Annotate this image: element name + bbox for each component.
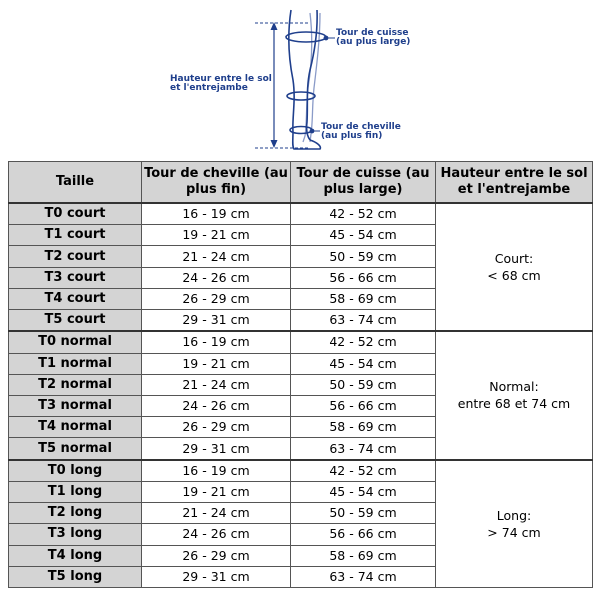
thigh-cell: 45 - 54 cm: [291, 353, 436, 374]
ankle-cell: 19 - 21 cm: [142, 353, 291, 374]
height-label-line-1: Hauteur entre le sol: [170, 74, 272, 84]
size-cell: T4 court: [9, 288, 142, 309]
thigh-cell: 50 - 59 cm: [291, 503, 436, 524]
thigh-cell: 63 - 74 cm: [291, 310, 436, 332]
size-cell: T3 normal: [9, 395, 142, 416]
ankle-label-line-2: (au plus fin): [321, 131, 383, 141]
size-cell: T2 court: [9, 246, 142, 267]
size-cell: T3 long: [9, 524, 142, 545]
ankle-cell: 24 - 26 cm: [142, 395, 291, 416]
ankle-cell: 19 - 21 cm: [142, 481, 291, 502]
height-long-line-2: > 74 cm: [487, 524, 541, 540]
thigh-cell: 50 - 59 cm: [291, 246, 436, 267]
size-cell: T1 long: [9, 481, 142, 502]
height-cell-long: [436, 460, 593, 588]
thigh-cell: 63 - 74 cm: [291, 438, 436, 460]
ankle-label-line-1: Tour de cheville: [321, 122, 401, 132]
measurement-diagram: [160, 8, 440, 158]
table-header-row: [9, 162, 593, 204]
size-cell: T1 normal: [9, 353, 142, 374]
ankle-cell: 19 - 21 cm: [142, 225, 291, 246]
thigh-label-line-1: Tour de cuisse: [336, 28, 409, 38]
size-cell: T4 normal: [9, 417, 142, 438]
thigh-cell: 45 - 54 cm: [291, 225, 436, 246]
ankle-cell: 26 - 29 cm: [142, 417, 291, 438]
ankle-cell: 26 - 29 cm: [142, 545, 291, 566]
ankle-circumference-label: [321, 123, 401, 141]
size-chart-table: [8, 161, 593, 588]
height-court-line-1: Court:: [494, 251, 534, 267]
ankle-cell: 21 - 24 cm: [142, 246, 291, 267]
size-cell: T0 court: [9, 203, 142, 225]
inseam-height-label: [170, 75, 272, 93]
size-cell: T4 long: [9, 545, 142, 566]
height-cell-normal: [436, 331, 593, 459]
ankle-cell: 21 - 24 cm: [142, 503, 291, 524]
ankle-cell: 29 - 31 cm: [142, 310, 291, 332]
ankle-cell: 29 - 31 cm: [142, 438, 291, 460]
size-cell: T5 court: [9, 310, 142, 332]
ankle-cell: 16 - 19 cm: [142, 203, 291, 225]
size-cell: T2 long: [9, 503, 142, 524]
height-court-line-2: < 68 cm: [487, 268, 541, 284]
table-row: [9, 460, 593, 482]
header-size: Taille: [9, 162, 142, 204]
table-row: [9, 331, 593, 353]
ankle-cell: 16 - 19 cm: [142, 460, 291, 482]
size-cell: T0 normal: [9, 331, 142, 353]
thigh-circumference-label: [336, 29, 410, 47]
height-normal-line-2: entre 68 et 74 cm: [457, 396, 571, 412]
height-label-line-2: et l'entrejambe: [170, 83, 248, 93]
thigh-cell: 56 - 66 cm: [291, 267, 436, 288]
header-ankle-circumference: Tour de cheville (au plus fin): [142, 162, 291, 204]
size-cell: T2 normal: [9, 374, 142, 395]
thigh-cell: 56 - 66 cm: [291, 395, 436, 416]
table-row: [9, 203, 593, 225]
height-cell-court: [436, 203, 593, 331]
header-inseam-height: Hauteur entre le sol et l'entrejambe: [436, 162, 593, 204]
ankle-cell: 26 - 29 cm: [142, 288, 291, 309]
size-cell: T1 court: [9, 225, 142, 246]
thigh-cell: 42 - 52 cm: [291, 203, 436, 225]
ankle-cell: 21 - 24 cm: [142, 374, 291, 395]
thigh-cell: 58 - 69 cm: [291, 545, 436, 566]
thigh-cell: 58 - 69 cm: [291, 288, 436, 309]
ankle-cell: 29 - 31 cm: [142, 566, 291, 587]
ankle-cell: 16 - 19 cm: [142, 331, 291, 353]
thigh-cell: 50 - 59 cm: [291, 374, 436, 395]
thigh-cell: 56 - 66 cm: [291, 524, 436, 545]
ankle-cell: 24 - 26 cm: [142, 267, 291, 288]
height-long-line-1: Long:: [496, 507, 532, 523]
thigh-cell: 42 - 52 cm: [291, 331, 436, 353]
ankle-cell: 24 - 26 cm: [142, 524, 291, 545]
size-cell: T3 court: [9, 267, 142, 288]
thigh-cell: 58 - 69 cm: [291, 417, 436, 438]
thigh-cell: 63 - 74 cm: [291, 566, 436, 587]
header-thigh-circumference: Tour de cuisse (au plus large): [291, 162, 436, 204]
size-cell: T5 normal: [9, 438, 142, 460]
size-cell: T5 long: [9, 566, 142, 587]
height-normal-line-1: Normal:: [489, 379, 539, 395]
thigh-cell: 42 - 52 cm: [291, 460, 436, 482]
size-cell: T0 long: [9, 460, 142, 482]
thigh-cell: 45 - 54 cm: [291, 481, 436, 502]
thigh-label-line-2: (au plus large): [336, 37, 411, 47]
